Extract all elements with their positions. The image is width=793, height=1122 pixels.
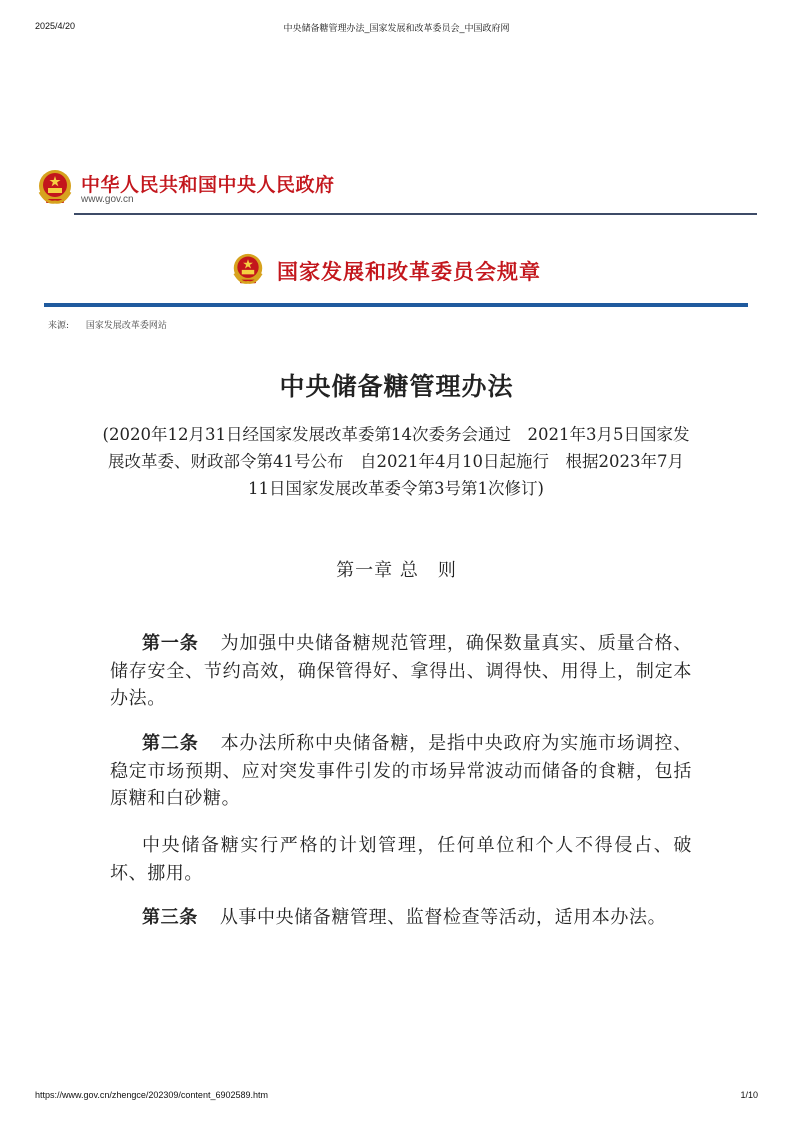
gov-site-url[interactable]: www.gov.cn [81, 194, 134, 205]
print-date: 2025/4/20 [35, 21, 76, 31]
print-url: https://www.gov.cn/zhengce/202309/content_6902589.htm [35, 1090, 268, 1100]
ndrc-regulation-title: 国家发展和改革委员会规章 [277, 259, 541, 284]
gov-site-name[interactable]: 中华人民共和国中央人民政府 [81, 174, 335, 196]
article-text: 从事中央储备糖管理、监督检查等活动，适用本办法。 [219, 907, 667, 928]
article-2 [110, 730, 692, 813]
gov-banner[interactable] [37, 166, 757, 216]
print-page-title: 中央储备糖管理办法_国家发展和改革委员会_中国政府网 [283, 23, 510, 33]
source-label: 来源: [48, 321, 70, 331]
national-emblem-icon [37, 168, 73, 206]
ndrc-divider [44, 303, 748, 307]
article-text: 中央储备糖实行严格的计划管理，任何单位和个人不得侵占、破坏、挪用。 [110, 835, 692, 884]
article-text: 本办法所称中央储备糖，是指中央政府为实施市场调控、稳定市场预期、应对突发事件引发的市场异常波动而储备的食糖，包括原糖和白砂糖。 [110, 733, 692, 809]
national-emblem-icon [232, 252, 264, 286]
source-line [48, 318, 167, 331]
ndrc-banner [0, 250, 793, 290]
chapter-heading: 第一章 总 则 [336, 560, 457, 581]
print-footer [35, 1090, 758, 1104]
article-text: 为加强中央储备糖规范管理，确保数量真实、质量合格、储存安全、节约高效，确保管得好、拿得出、调得快、用得上，制定本办法。 [110, 633, 692, 709]
document-note: (2020年12月31日经国家发展改革委第14次委务会通过 2021年3月5日国家发展改革委、财政部令第41号公布 自2021年4月10日起施行 根据2023年7月11日国家发展改革委令第3号第1次修订) [102, 425, 690, 498]
article-2-paragraph-2 [110, 832, 692, 887]
article-3 [110, 904, 692, 932]
document-title: 中央储备糖管理办法 [279, 372, 514, 401]
source-value: 国家发展改革委网站 [85, 321, 167, 331]
article-number: 第二条 [142, 733, 199, 754]
page-number: 1/10 [740, 1090, 758, 1100]
article-number: 第一条 [142, 633, 199, 654]
print-header [35, 21, 758, 35]
article-number: 第三条 [142, 907, 198, 928]
gov-divider [74, 213, 757, 215]
article-1 [110, 630, 692, 713]
